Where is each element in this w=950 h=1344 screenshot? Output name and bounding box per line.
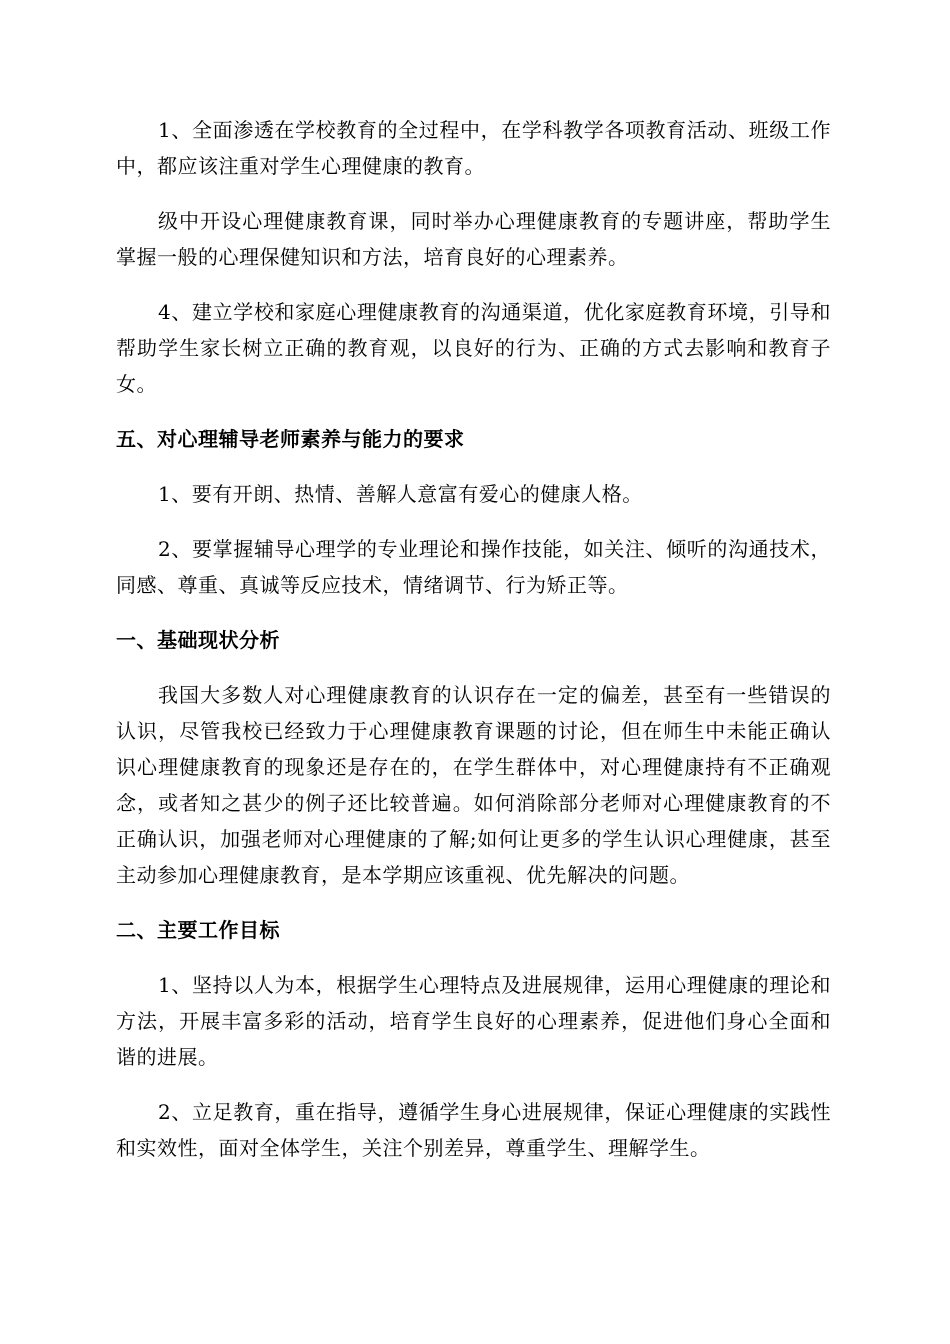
document-body [116,112,831,1185]
paragraph-3: 4、建立学校和家庭心理健康教育的沟通渠道，优化家庭教育环境，引导和帮助学生家长树立正确的教育观，以良好的行为、正确的方式去影响和教育子女。 [116,300,831,396]
section-heading-5: 五、对心理辅导老师素养与能力的要求 [116,427,465,451]
section-heading-1: 一、基础现状分析 [116,628,280,652]
paragraph-8: 2、立足教育，重在指导，遵循学生身心进展规律，保证心理健康的实践性和实效性，面对全体学生，关注个别差异，尊重学生、理解学生。 [116,1100,831,1160]
paragraph-5: 2、要掌握辅导心理学的专业理论和操作技能，如关注、倾听的沟通技术，同感、尊重、真诚等反应技术，情绪调节、行为矫正等。 [116,537,831,597]
section-heading-2: 二、主要工作目标 [116,918,280,942]
paragraph-7: 1、坚持以人为本，根据学生心理特点及进展规律，运用心理健康的理论和方法，开展丰富多彩的活动，培育学生良好的心理素养，促进他们身心全面和谐的进展。 [116,973,831,1069]
paragraph-4: 1、要有开朗、热情、善解人意富有爱心的健康人格。 [158,482,643,506]
paragraph-1: 1、全面渗透在学校教育的全过程中，在学科教学各项教育活动、班级工作中，都应该注重对学生心理健康的教育。 [116,118,831,178]
paragraph-6: 我国大多数人对心理健康教育的认识存在一定的偏差，甚至有一些错误的认识，尽管我校已经致力于心理健康教育课题的讨论，但在师生中未能正确认识心理健康教育的现象还是存在的，在学生群体中，对心理健康持有不正确观念，或者知之甚少的例子还比较普遍。如何消除部分老师对心理健康教育的不正确认识，加强老师对心理健康的了解;如何让更多的学生认识心理健康，甚至主动参加心理健康教育，是本学期应该重视、优先解决的问题。 [116,683,831,887]
paragraph-2: 级中开设心理健康教育课，同时举办心理健康教育的专题讲座，帮助学生掌握一般的心理保健知识和方法，培育良好的心理素养。 [116,209,831,269]
